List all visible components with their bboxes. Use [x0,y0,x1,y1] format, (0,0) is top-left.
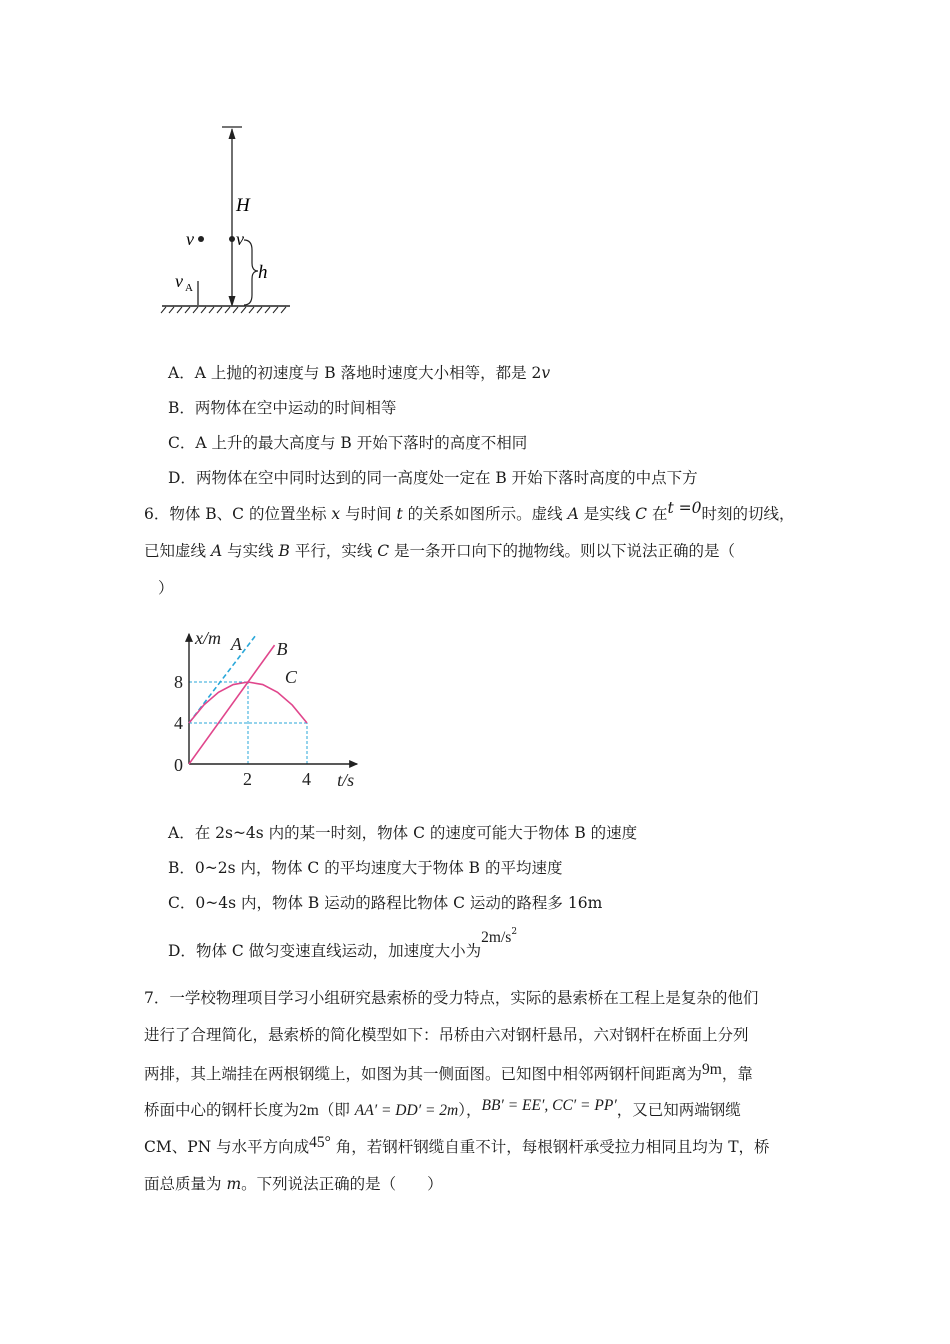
text: 已知虚线 [144,542,211,560]
label-vA: v [175,271,183,291]
option-text: 两物体在空中同时达到的同一高度处一定在 B 开始下落时高度的中点下方 [195,469,698,487]
option-letter: D． [168,942,196,960]
q5-option-b [168,397,396,419]
text: 7．一学校物理项目学习小组研究悬索桥的受力特点，实际的悬索桥在工程上是复杂的他们 [144,989,759,1007]
var-x: x [331,505,341,523]
brace-h [244,240,258,305]
option-letter: C． [168,434,196,452]
label-vA-sub: A [185,282,193,294]
option-letter: D． [168,469,196,487]
option-letter: B． [168,859,195,877]
option-letter: C． [168,894,196,912]
q5-option-d [168,467,698,489]
var-C: C [377,542,390,560]
var-m: m [226,1175,242,1193]
equation-aa-dd: AA′ = DD′ = 2m [354,1102,459,1119]
option-letter: A． [168,824,195,842]
value-45deg: 45° [309,1134,331,1151]
q5-option-a [168,362,550,384]
label-h: h [258,262,268,283]
q6-option-b [168,857,562,879]
equation-bb-ee-cc-pp: BB′ = EE′, CC′ = PP′ [481,1097,617,1114]
figure-vertical-motion [150,115,310,320]
var-C: C [635,505,648,523]
text: ，靠 [721,1065,753,1083]
text: ）， [458,1101,482,1119]
text: 。下列说法正确的是（ ） [241,1175,443,1193]
series-line-B [189,645,275,764]
y-axis-arrow [185,633,193,642]
q6-stem-line2 [144,540,735,562]
q7-line3 [144,1063,753,1086]
var-A: A [210,542,223,560]
object-dot-left [198,236,204,242]
text: 的关系如图所示。虚线 [402,505,568,523]
q6-option-c [168,892,602,914]
text: ） [158,579,174,597]
option-text: 0~2s 内，物体 C 的平均速度大于物体 B 的平均速度 [194,859,563,877]
x-tick-label-4: 4 [302,769,311,789]
series-label-A: A [230,633,242,654]
q7-line5 [144,1136,770,1159]
q6-stem-line3 [158,577,174,599]
text: ，又已知两端钢缆 [616,1101,741,1119]
text: 在 [647,505,668,523]
text: 与时间 [340,505,397,523]
accel-sup: 2 [511,927,518,937]
text: 角，若钢杆钢缆自重不计，每根钢杆承受拉力相同且均为 T，桥 [330,1138,770,1156]
xt-chart [160,610,400,795]
value-2m: 2m [299,1102,319,1119]
option-text: 两物体在空中运动的时间相等 [194,399,397,417]
object-dot-mid [229,236,235,242]
x-axis-arrow [349,760,358,768]
y-tick-label-8: 8 [174,672,183,692]
text: 进行了合理简化，悬索桥的简化模型如下：吊桥由六对钢杆悬吊，六对钢杆在桥面上分列 [144,1026,749,1044]
option-text: A 上抛的初速度与 B 落地时速度大小相等，都是 2 [194,364,542,382]
text: 平行，实线 [289,542,378,560]
text: CM、PN 与水平方向成 [144,1138,310,1156]
x-tick-label-2: 2 [243,769,252,789]
text: 是实线 [578,505,636,523]
q6-option-a [168,822,637,844]
ground-hatching [161,307,286,313]
label-v-mid: v [236,229,244,249]
text: 面总质量为 [144,1175,227,1193]
q7-line6 [144,1173,443,1195]
option-text: 在 2s~4s 内的某一时刻，物体 C 的速度可能大于物体 B 的速度 [194,824,638,842]
x-axis-label: t/s [337,770,355,790]
var-t: t [396,505,403,523]
text: 6．物体 B、C 的位置坐标 [144,505,332,523]
option-tail: v [541,364,551,382]
q7-line2 [144,1024,749,1046]
q7-line4 [144,1099,741,1122]
q6-option-d [168,927,518,965]
text: 桥面中心的钢杆长度为 [144,1101,300,1119]
option-letter: B． [168,399,195,417]
var-B: B [278,542,290,560]
y-axis-label: x/m [195,627,221,648]
text: 时刻的切线， [701,505,795,523]
arrow-head-up [229,128,236,139]
q6-stem-line1 [144,499,795,525]
expr-t0: t =0 [667,499,702,517]
text: 与实线 [222,542,279,560]
text: 是一条开口向下的抛物线。则以下说法正确的是（ [389,542,736,560]
q7-line1 [144,987,758,1009]
option-text: 0~4s 内，物体 B 运动的路程比物体 C 运动的路程多 16m [195,894,603,912]
origin-label: 0 [174,755,183,775]
label-H: H [236,195,250,216]
text: （即 [318,1101,355,1119]
text: 两排，其上端挂在两根钢缆上，如图为其一侧面图。已知图中相邻两钢杆间距离为 [144,1065,703,1083]
accel-unit: 2m/s [481,929,512,946]
value-9m: 9m [702,1061,722,1078]
option-letter: A． [168,364,195,382]
series-label-C: C [284,667,297,688]
option-text: 物体 C 做匀变速直线运动，加速度大小为 [195,942,482,960]
label-v-left: v [186,229,194,249]
y-tick-label-4: 4 [174,713,183,733]
q5-option-c [168,432,527,454]
option-text: A 上升的最大高度与 B 开始下落时的高度不相同 [195,434,528,452]
series-label-B: B [276,639,288,660]
var-A: A [567,505,579,523]
